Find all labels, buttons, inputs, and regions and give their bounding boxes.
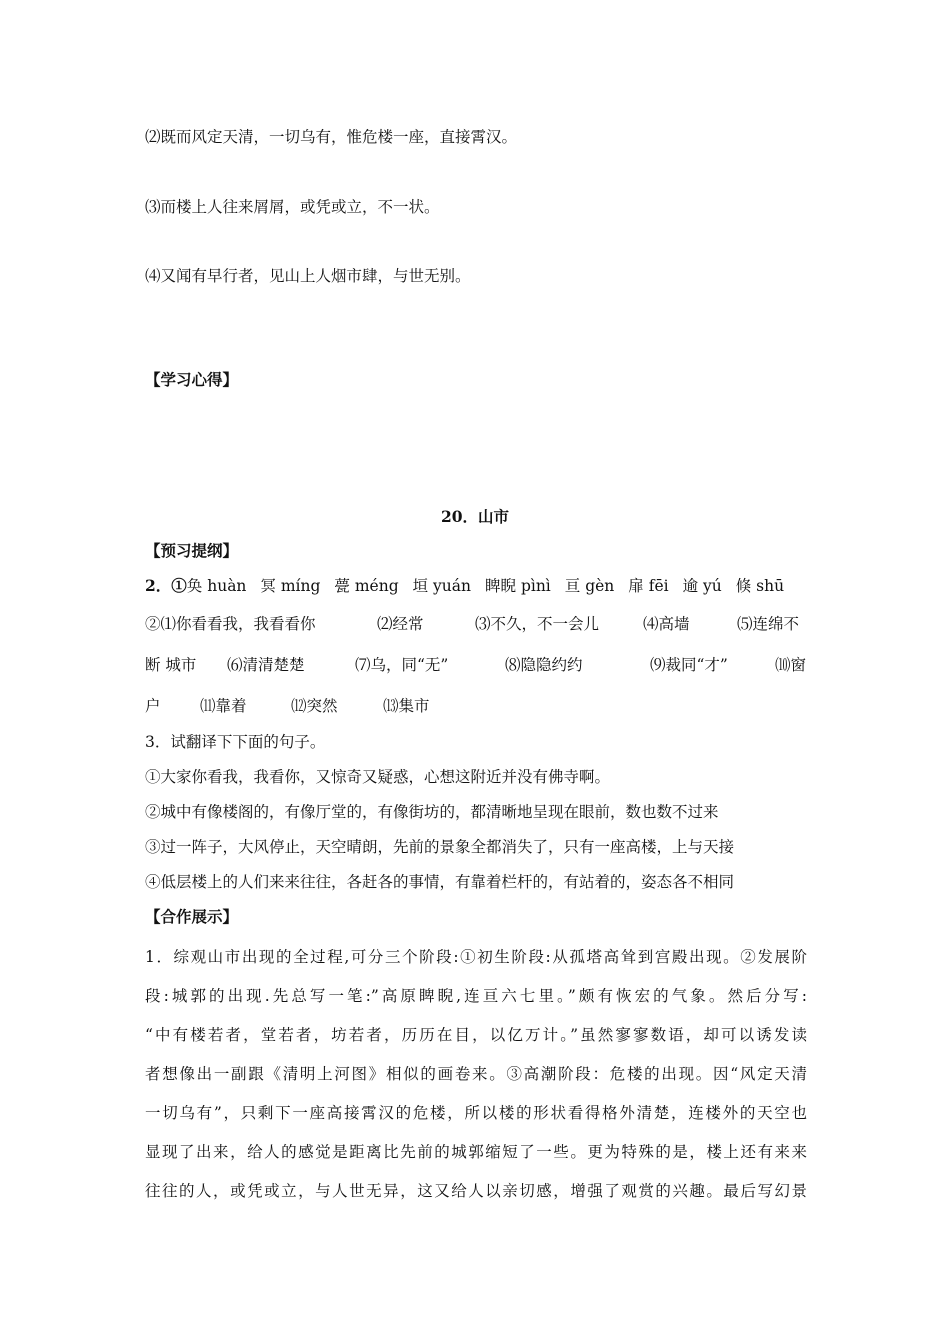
cooperation-line: 者想像出一副跟《清明上河图》相似的画卷来。③高潮阶段：危楼的出现。因“风定天清 xyxy=(145,1065,807,1083)
vocab-item: 垣 yuán xyxy=(412,577,472,595)
meaning-item: ⑸连绵不 xyxy=(737,615,800,633)
meaning-item: ⑾靠着 xyxy=(200,697,247,715)
meaning-item: ②⑴你看看我，我看看你 xyxy=(145,615,316,633)
cooperation-line: 往往的人，或凭或立，与人世无异，这又给人以亲切感，增强了观赏的兴趣。最后写幻景 xyxy=(145,1182,807,1200)
cooperation-line: 段:城郭的出现.先总写一笔:”高原睥睨,连亘六七里。”颇有恢宏的气象。然后分写: xyxy=(145,987,807,1005)
vocab-item: 扉 fēi xyxy=(628,577,669,595)
translate-heading: 3．试翻译下下面的句子。 xyxy=(145,733,326,751)
vocab-item: 冥 míng xyxy=(260,577,321,595)
translation-4: ④低层楼上的人们来来往往，各赶各的事情，有靠着栏杆的，有站着的，姿态各不相同 xyxy=(145,873,735,891)
study-notes-heading: 【学习心得】 xyxy=(145,370,239,389)
sentence-4: ⑷又闻有早行者，见山上人烟市肆，与世无别。 xyxy=(145,267,471,285)
translation-3: ③过一阵子，大风停止，天空晴朗，先前的景象全都消失了，只有一座高楼，上与天接 xyxy=(145,838,735,856)
meaning-item: ⑺乌，同“无” xyxy=(355,656,449,674)
cooperation-line: 1．综观山市出现的全过程,可分三个阶段:①初生阶段:从孤塔高耸到宫殿出现。②发展阶 xyxy=(145,948,807,966)
sentence-2: ⑵既而风定天清，一切乌有，惟危楼一座，直接霄汉。 xyxy=(145,128,518,146)
vocab-item: 倏 shū xyxy=(735,577,785,595)
cooperation-line: “中有楼若者，堂若者，坊若者，历历在目，以亿万计。”虽然寥寥数语，却可以诱发读 xyxy=(145,1026,807,1044)
meaning-item: ⑶不久，不一会儿 xyxy=(475,615,600,633)
lesson-title: 20．山市 xyxy=(440,507,510,526)
vocab-item: 奂 huàn xyxy=(186,577,247,595)
meaning-item: ⑵经常 xyxy=(377,615,424,633)
sentence-3: ⑶而楼上人往来屑屑，或凭或立，不一状。 xyxy=(145,198,440,216)
meaning-item: ⑽窗 xyxy=(775,656,807,674)
vocab-line xyxy=(145,576,798,596)
meaning-item: ⒀集市 xyxy=(383,697,430,715)
vocab-label: 2．① xyxy=(145,576,187,595)
preview-heading: 【预习提纲】 xyxy=(145,541,239,560)
meaning-item: ⑻隐隐约约 xyxy=(505,656,583,674)
meaning-item: ⑷高墙 xyxy=(643,615,690,633)
meaning-item: ⑼裁同“才” xyxy=(650,656,728,674)
vocab-item: 睥睨 pìnì xyxy=(485,577,551,595)
cooperation-line: 显现了出来，给人的感觉是距离比先前的城郭缩短了一些。更为特殊的是，楼上还有来来 xyxy=(145,1143,807,1161)
translation-1: ①大家你看我，我看你，又惊奇又疑惑，心想这附近并没有佛寺啊。 xyxy=(145,768,611,786)
cooperation-heading: 【合作展示】 xyxy=(145,907,239,926)
translation-2: ②城中有像楼阁的，有像厅堂的，有像街坊的，都清晰地呈现在眼前，数也数不过来 xyxy=(145,803,719,821)
vocab-item: 逾 yú xyxy=(682,577,722,595)
cooperation-line: 一切乌有”，只剩下一座高接霄汉的危楼，所以楼的形状看得格外清楚，连楼外的天空也 xyxy=(145,1104,807,1122)
vocab-item: 甍 méng xyxy=(334,577,399,595)
meaning-item: ⑿突然 xyxy=(291,697,338,715)
meaning-item: ⑹清清楚楚 xyxy=(227,656,305,674)
meaning-item: 断 城市 xyxy=(145,656,197,674)
meaning-item: 户 xyxy=(145,697,161,715)
vocab-item: 亘 gèn xyxy=(564,577,615,595)
